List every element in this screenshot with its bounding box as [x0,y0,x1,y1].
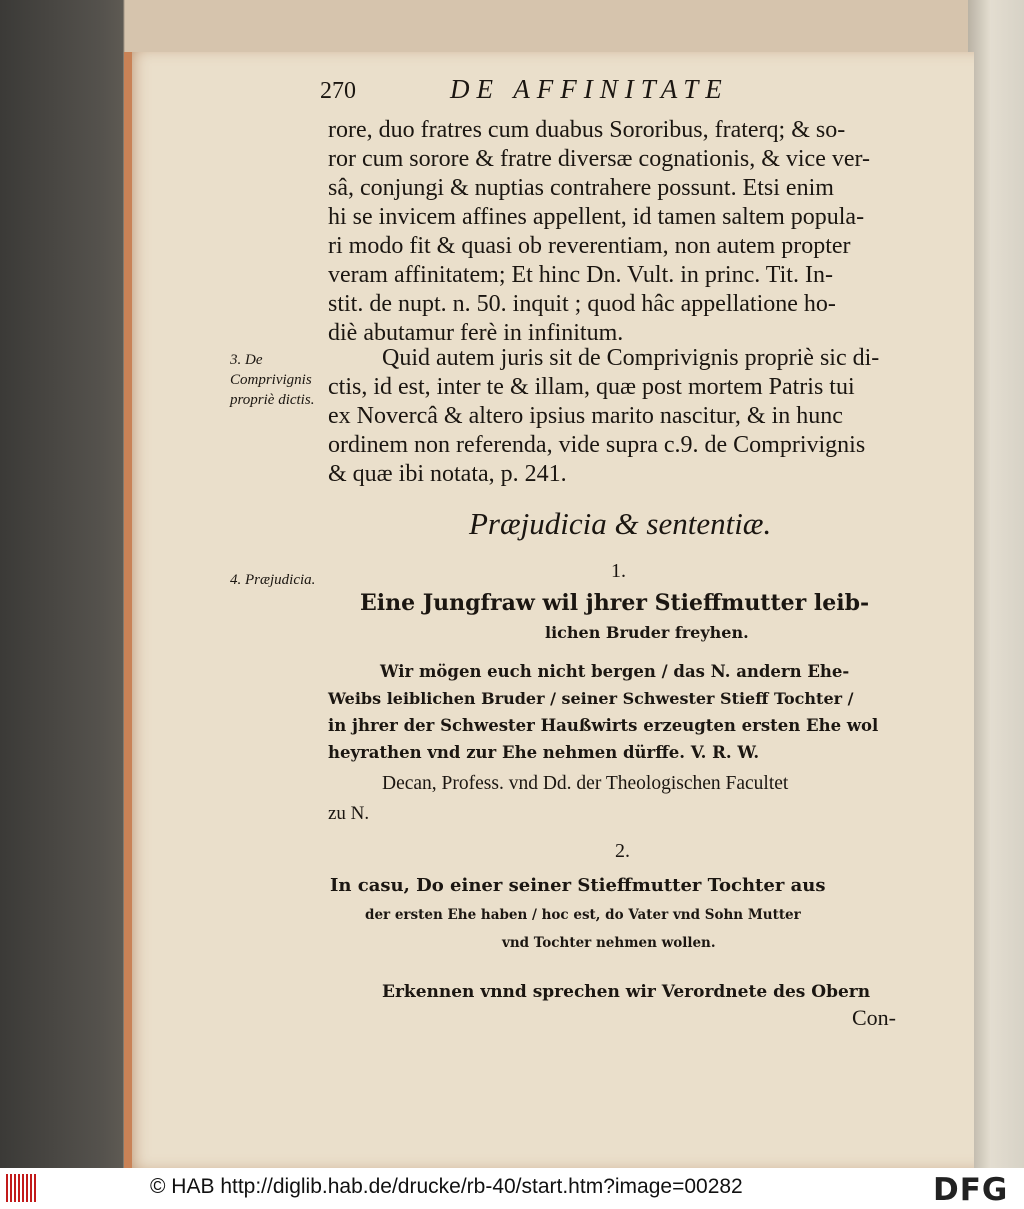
signature-line: zu N. [328,803,370,824]
latin-line: ror cum sorore & fratre diversæ cognationis, & vice ver- [328,146,871,172]
latin-line: & quæ ibi notata, p. 241. [328,461,567,487]
case-body-line: Wir mögen euch nicht bergen / das N. andern Ehe- [380,662,850,681]
page-binding-edge [124,52,132,1168]
case-body-line: Erkennen vnnd sprechen wir Verordnete des Obern [382,982,871,1002]
latin-line: stit. de nupt. n. 50. inquit ; quod hâc appellatione ho- [328,291,836,317]
latin-line: ex Novercâ & altero ipsius marito nascitur, & in hunc [328,403,843,429]
latin-line: diè abutamur ferè in infinitum. [328,320,624,346]
case-number: 1. [611,560,626,582]
latin-line: ordinem non referenda, vide supra c.9. de Comprivignis [328,432,866,458]
latin-line: veram affinitatem; Et hinc Dn. Vult. in princ. Tit. In- [328,262,833,288]
case-number: 2. [615,840,630,862]
signature-line: Decan, Profess. vnd Dd. der Theologischen Facultet [382,773,789,794]
margin-note-praejudicia: 4. Præjudicia. [230,572,316,588]
case-heading: In casu, Do einer seiner Stieffmutter Tochter aus [330,875,826,896]
case-body-line: heyrathen vnd zur Ehe nehmen dürffe. V. R. W. [328,743,760,762]
latin-line: hi se invicem affines appellent, id tamen saltem popula- [328,204,865,230]
case-body-line: in jhrer der Schwester Haußwirts erzeugten ersten Ehe wol [328,716,879,735]
case-body-line: Weibs leiblichen Bruder / seiner Schwester Stieff Tochter / [328,689,854,708]
latin-line: sâ, conjungi & nuptias contrahere possunt. Etsi enim [328,175,834,201]
viewer-footer [0,1168,1024,1209]
latin-line: rore, duo fratres cum duabus Sororibus, fraterq; & so- [328,117,846,143]
catchword: Con- [852,1005,896,1030]
facing-page-edge [968,0,1024,1168]
page-number: 270 [320,78,356,104]
dfg-logo: DFG [933,1172,1009,1208]
section-title: Præjudicia & sententiæ. [469,506,772,541]
latin-line: ri modo fit & quasi ob reverentiam, non autem propter [328,233,851,259]
case-heading: vnd Tochter nehmen wollen. [502,935,716,951]
case-heading: Eine Jungfraw wil jhrer Stieffmutter leib- [360,590,870,616]
case-heading: der ersten Ehe haben / hoc est, do Vater vnd Sohn Mutter [365,907,801,923]
barcode-icon [6,1174,36,1202]
copyright-link[interactable]: © HAB http://diglib.hab.de/drucke/rb-40/start.htm?image=00282 [150,1175,743,1198]
running-head: DE AFFINITATE [450,74,729,104]
latin-line: ctis, id est, inter te & illam, quæ post mortem Patris tui [328,374,855,400]
latin-line: Quid autem juris sit de Comprivignis propriè sic di- [382,345,880,371]
case-heading: lichen Bruder freyhen. [545,623,749,642]
margin-note-comprivignis: 3. De Comprivignis propriè dictis. [230,352,315,408]
